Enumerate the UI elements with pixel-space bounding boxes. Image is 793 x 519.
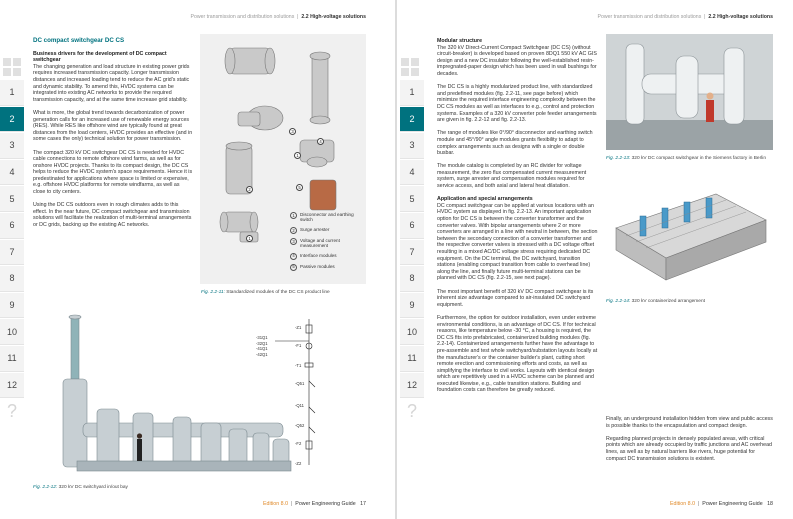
chapter-tab[interactable]: 4 — [0, 160, 24, 186]
photo-factory — [606, 34, 773, 150]
chapter-tab[interactable]: ? — [400, 399, 424, 425]
chapter-tab[interactable]: ? — [0, 399, 24, 425]
chapter-tab[interactable]: 10 — [0, 319, 24, 345]
chapter-tab[interactable]: 9 — [400, 293, 424, 319]
sld-label: -Q51 — [295, 381, 305, 386]
legend-number: 3 — [290, 238, 297, 245]
sld-label: -41Q1 — [256, 346, 268, 351]
chapter-tab[interactable]: 7 — [400, 240, 424, 266]
marker-2: 2 — [246, 186, 253, 193]
chapter-tab[interactable]: 3 — [400, 133, 424, 159]
subheading: Business drivers for the development of DC compact switchgear — [33, 50, 167, 64]
page-number: 18 — [767, 501, 773, 507]
chapter-tab[interactable]: 6 — [0, 213, 24, 239]
paragraph: The changing generation and load structure in existing power grids requires increased transmission capacity. Longer transmission distances and increased loading tend to reduce the AC grid's static and dynamic stability. To amend this, HVDC systems can be integrated into existing AC networks to provide the required transmission capacity, and at the same time increase grid stability. — [33, 63, 190, 103]
sld-label: -T1 — [295, 363, 302, 368]
paragraph: Finally, an underground installation hidden from view and public access is possible thanks to the encapsulation and compact design. — [606, 416, 773, 429]
sld-label: -Z1 — [295, 325, 302, 330]
sld-label: -Q52 — [295, 423, 305, 428]
marker-4: 4 — [317, 138, 324, 145]
chapter-tab[interactable]: 8 — [400, 266, 424, 292]
sld-label: -Z2 — [295, 461, 302, 466]
legend-label: Interface modules — [300, 252, 337, 258]
legend-label: Disconnector and earthing switch — [300, 212, 354, 223]
legend-label: Surge arrester — [300, 226, 330, 232]
paragraph: The compact 320 kV DC switchgear DC CS is needed for HVDC cable connections to remote offshore wind farms, as well as for onshore HVDC projects. Thanks to its compact design, the DC CS helps to reduce the HVDC system's space requirements. Hence it is predestinated for applications where space is limited or expensive, e.g. offshore HVDC platforms for remote windfarms, as well as close to city centers. — [33, 149, 193, 196]
chapter-tabs — [400, 80, 424, 426]
chapter-tab[interactable]: 12 — [400, 373, 424, 399]
chapter-tab[interactable]: 5 — [400, 186, 424, 212]
legend-number: 5 — [290, 264, 297, 271]
marker-5: 5 — [296, 184, 303, 191]
marker-1: 1 — [294, 152, 301, 159]
legend-label: Voltage and current measurement — [300, 237, 340, 249]
sld-label: -31Q1 — [256, 335, 268, 340]
text-column — [606, 416, 773, 469]
right-page — [397, 0, 793, 519]
chapter-tab[interactable]: 7 — [0, 240, 24, 266]
text-column — [437, 38, 599, 401]
legend-number: 2 — [290, 227, 297, 234]
legend-item — [290, 253, 362, 260]
subheading: Application and special arrangements — [437, 196, 533, 203]
marker-3: 3 — [289, 128, 296, 135]
chapter-tab[interactable]: 6 — [400, 213, 424, 239]
chapter-tab[interactable]: 8 — [0, 266, 24, 292]
chapter-tab[interactable]: 2 — [400, 107, 424, 133]
paragraph: DC compact switchgear can be applied at various locations with an HVDC system as displayed in fig. 2.2-13. An important application option for DC CS is between the converter transformer and the converter valves. With bipolar arrangements where 2 or more converters are arranged in a line with neutral in between, the section between the secondary connection of a converter transformer and the respective converter valves is stressed with a DC voltage offset resulting in a mixed AC/DC voltage stress requiring dedicated DC equipment. On the DC terminal, the DC switchyard, transition stations (enabling compact transition from cable to overhead line) along the line, and finally future multi-terminal stations can be planned with DC CS (fig. 2.2-15, see next page). — [437, 202, 598, 282]
edition-label: Edition 8.0 — [263, 501, 289, 507]
paragraph: The module catalog is completed by an RC divider for voltage measurement, the zero flux compensated current measurement system, surge arrester and compensation modules required for service access, and both axial and lateral heat dilatation. — [437, 163, 587, 190]
paragraph: The range of modules like 0°/90° disconnector and earthing switch module and 45°/90° angle modules grants flexibility to adapt to complex arrangements such as designs with a single or double busbar. — [437, 130, 593, 157]
text-column — [33, 38, 193, 235]
sld-label: -32Q1 — [256, 340, 268, 346]
grid-icon[interactable] — [401, 58, 419, 76]
figure-container — [606, 176, 773, 292]
figure-switchyard-bay — [33, 313, 366, 481]
left-page — [0, 0, 396, 519]
legend-item — [290, 227, 362, 234]
section-title: DC compact switchgear DC CS — [33, 37, 125, 44]
paragraph: The most important benefit of 320 kV DC compact switchgear is its inherent size advantage compared to air-insulated DC switchyard equipment. — [437, 288, 594, 308]
header-section: Power transmission and distribution solutions — [597, 14, 702, 20]
chapter-tab[interactable]: 3 — [0, 133, 24, 159]
paragraph: The DC CS is a highly modularized product line, with standardized and predefined modules (fig. 2.2-11, see page before) which minimize the required interface engineering complexity between the DC CS modules as well as interfaces to e.g., control and protection systems. Examples of a 320 kV converter pole feeder arrangements are given in fig. 2.2-12 and fig. 2.2-13. — [437, 84, 597, 124]
marker-1b: 1 — [246, 235, 253, 242]
figure-legend — [290, 212, 362, 275]
sld-label: -F1 — [295, 343, 302, 348]
figure-caption: Fig. 2.2-11: Standardized modules of the DC CS product line — [201, 290, 330, 295]
paragraph: What is more, the global trend towards decarbonization of power generation calls for an increased use of renewable energy sources (RES). While RES like offshore wind are typically found at great distances from the load centers, HVDC provides an effective (and in some cases the only) technical solution for power transmission. — [33, 109, 193, 143]
factory-photo — [606, 34, 773, 150]
legend-item — [290, 264, 362, 271]
page-footer: Edition 8.0 | Power Engineering Guide 18 — [670, 501, 773, 507]
header-section: Power transmission and distribution solutions — [190, 14, 295, 20]
container-illustration — [606, 176, 773, 292]
legend-item — [290, 238, 362, 249]
header-chapter: 2.2 High-voltage solutions — [301, 14, 366, 20]
chapter-tab[interactable]: 9 — [0, 293, 24, 319]
edition-label: Edition 8.0 — [670, 501, 696, 507]
legend-label: Passive modules — [300, 263, 335, 269]
figure-caption: Fig. 2.2-13: 320 kV DC compact switchgear in the Siemens factory in Berlin — [606, 156, 766, 161]
figure-caption: Fig. 2.2-14: 320 kV containerized arrangement — [606, 299, 705, 304]
chapter-tab[interactable]: 2 — [0, 107, 24, 133]
header-chapter: 2.2 High-voltage solutions — [708, 14, 773, 20]
chapter-tab[interactable]: 4 — [400, 160, 424, 186]
subheading: Modular structure — [437, 38, 483, 44]
chapter-tab[interactable]: 5 — [0, 186, 24, 212]
page-number: 17 — [360, 501, 366, 507]
figure-modules — [200, 34, 366, 284]
grid-icon[interactable] — [3, 58, 21, 76]
page-footer: Edition 8.0 | Power Engineering Guide 17 — [263, 501, 366, 507]
chapter-tab[interactable]: 10 — [400, 319, 424, 345]
legend-item — [290, 212, 362, 223]
figure-caption: Fig. 2.2-12: 320 kV DC switchyard in/out bay — [33, 485, 128, 490]
chapter-tab[interactable]: 11 — [400, 346, 424, 372]
chapter-tab[interactable]: 11 — [0, 346, 24, 372]
chapter-tabs — [0, 80, 24, 426]
chapter-tab[interactable]: 1 — [400, 80, 424, 106]
running-header: Power transmission and distribution solutions | 2.2 High-voltage solutions — [597, 14, 773, 20]
legend-number: 1 — [290, 212, 297, 219]
paragraph: Regarding planned projects in densely populated areas, with critical points which are already occupied by traffic junctions and AC overhead lines, as well as by natural barriers like rivers, huge potential for compact DC transmission solutions is existent. — [606, 435, 772, 462]
paragraph: Using the DC CS outdoors even in rough climates adds to this effect. In the near future, DC compact switchgear and transmission solutions will facilitate the realization of multi-terminal arrangements or DC grids, backing up the existing AC networks. — [33, 202, 192, 229]
guide-title: Power Engineering Guide — [295, 501, 356, 507]
paragraph: The 320 kV Direct-Current Compact Switchgear (DC CS) (without circuit-breaker) is developed based on proven 8DQ1 550 kV AC GIS design and a new DC insulator following the well-established resin-impregnated-paper design which has been used in wall bushings for decades. — [437, 44, 597, 77]
chapter-tab[interactable]: 1 — [0, 80, 24, 106]
legend-number: 4 — [290, 253, 297, 260]
guide-title: Power Engineering Guide — [702, 501, 763, 507]
sld-label: -42Q1 — [256, 351, 268, 357]
sld-label: -Q11 — [295, 403, 304, 408]
chapter-tab[interactable]: 12 — [0, 373, 24, 399]
sld-label: -F2 — [295, 441, 302, 446]
running-header: Power transmission and distribution solutions | 2.2 High-voltage solutions — [190, 14, 366, 20]
paragraph: Furthermore, the option for outdoor installation, even under extreme environmental conditions, is an advantage of DC CS. If for technical reasons, like temperature below -30 °C, a housing is required, the DC CS fits into prefabricated, containerized building modules (fig. 2.2-14). Containerized arrangements further have the advantage to pre-assemble and test whole switchyard/substation layouts locally at the manufacturer's or the container builder's plant, cutting short remote erection and commissioning efforts and costs, as well as simplifying the interface to civil works. Layouts with identical design which are repetitively used in a HVDC scheme can be planned and executed likewise, e.g., cable transition stations. Building and foundation costs can therefore be greatly reduced. — [437, 314, 598, 394]
